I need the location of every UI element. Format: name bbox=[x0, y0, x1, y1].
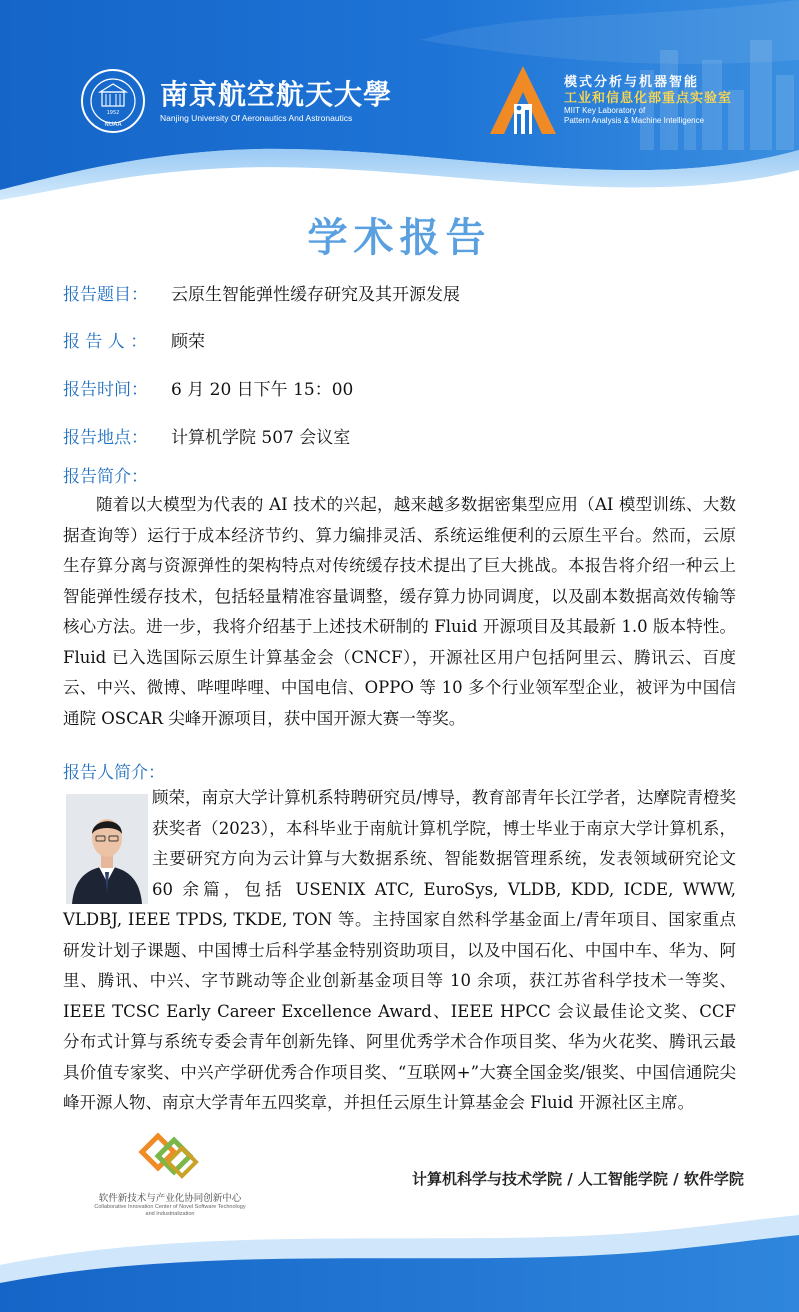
page-title: 学术报告 bbox=[307, 215, 492, 261]
seal-year: 1952 bbox=[106, 110, 120, 116]
info-value: 计算机学院 507 会议室 bbox=[171, 427, 351, 448]
info-row-speaker bbox=[63, 324, 205, 354]
lab-mark-icon bbox=[488, 64, 558, 136]
bio-text-block bbox=[63, 783, 736, 1119]
info-value: 云原生智能弹性缓存研究及其开源发展 bbox=[171, 284, 460, 305]
info-label: 报 告 人 ： bbox=[63, 331, 148, 352]
info-label: 报告时间： bbox=[63, 379, 148, 400]
info-value: 顾荣 bbox=[171, 331, 205, 352]
info-row-location bbox=[63, 420, 350, 450]
lab-logo bbox=[488, 64, 732, 136]
lab-name-en2: Pattern Analysis & Machine Intelligence bbox=[564, 116, 705, 125]
university-logo bbox=[80, 68, 392, 134]
abstract-heading: 报告简介： bbox=[63, 467, 148, 487]
bio-heading: 报告人简介： bbox=[63, 763, 165, 783]
university-name-en: Nanjing University Of Aeronautics And Astronautics bbox=[160, 113, 353, 123]
info-row-topic bbox=[63, 277, 460, 307]
university-name-cn: 南京航空航天大學 bbox=[160, 78, 393, 111]
info-label: 报告地点： bbox=[63, 427, 148, 448]
info-label: 报告题目： bbox=[63, 284, 148, 305]
info-row-time bbox=[63, 372, 353, 402]
photo-spacer bbox=[63, 783, 152, 905]
schools-line: 计算机科学与技术学院 / 人工智能学院 / 软件学院 bbox=[412, 1170, 744, 1188]
seal-letters: NUAA bbox=[104, 121, 122, 128]
abstract-text: 随着以大模型为代表的 AI 技术的兴起，越来越多数据密集型应用（AI 模型训练、大数据查询等）运行于成本经济节约、算力编排灵活、系统运维便利的云原生平台。然而，云原生存算分离与资源弹性的架构特点对传统缓存技术提出了巨大挑战。本报告将介绍一种云上智能弹性缓存技术，包括轻量精准容量调整，缓存算力协同调度，以及副本数据高效传输等核心方法。进一步，我将介绍基于上述技术研制的 Fluid 开源项目及其最新 1.0 版本特性。Fluid 已入选国际云原生计算基金会（CNCF），开源社区用户包括阿里云、腾讯云、百度云、中兴、微博、哔哩哔哩、中国电信、OPPO 等 10 多个行业领军型企业，被评为中国信通院 OSCAR 尖峰开源项目，获中国开源大赛一等奖。 bbox=[63, 495, 736, 728]
lab-name-en1: MIIT Key Laboratory of bbox=[564, 106, 646, 115]
lab-name-line1: 模式分析与机器智能 bbox=[564, 74, 700, 89]
center-logo-icon bbox=[138, 1132, 202, 1182]
header-banner bbox=[0, 0, 799, 200]
bio-text: 顾荣，南京大学计算机系特聘研究员/博导，教育部青年长江学者，达摩院青橙奖获奖者（2023），本科毕业于南航计算机学院，博士毕业于南京大学计算机系，主要研究方向为云计算与大数据系统、智能数据管理系统，发表领域研究论文 60 余篇，包括 USENIX ATC, EuroSys, VLDB, KDD, ICDE, WWW, VLDBJ, IEEE TPDS, TKDE, TON 等。主持国家自然科学基金面上/青年项目、国家重点研发计划子课题、中国博士后科学基金特别资助项目，以及中国石化、中国中车、华为、阿里、腾讯、中兴、字节跳动等企业创新基金项目等 10 余项，获江苏省科学技术一等奖、IEEE TCSC Early Career Excellence Award、IEEE HPCC 会议最佳论文奖、CCF 分布式计算与系统专委会青年创新先锋、阿里优秀学术合作项目奖、华为火花奖、腾讯云最具价值专家奖、中兴产学研优秀合作项目奖、“互联网+”大赛全国金奖/银奖、中国信通院尖峰开源人物、南京大学青年五四奖章，并担任云原生计算基金会 Fluid 开源社区主席。 bbox=[63, 788, 736, 1112]
center-name-cn: 软件新技术与产业化协同创新中心 bbox=[98, 1193, 242, 1204]
center-name-en: Collaborative Innovation Center of Novel Software Technology and Industrialization bbox=[94, 1204, 246, 1217]
lab-name-line2: 工业和信息化部重点实验室 bbox=[564, 90, 733, 105]
footer-wave bbox=[0, 1205, 799, 1312]
university-seal-icon bbox=[80, 68, 146, 134]
info-value: 6 月 20 日下午 15：00 bbox=[171, 379, 354, 400]
